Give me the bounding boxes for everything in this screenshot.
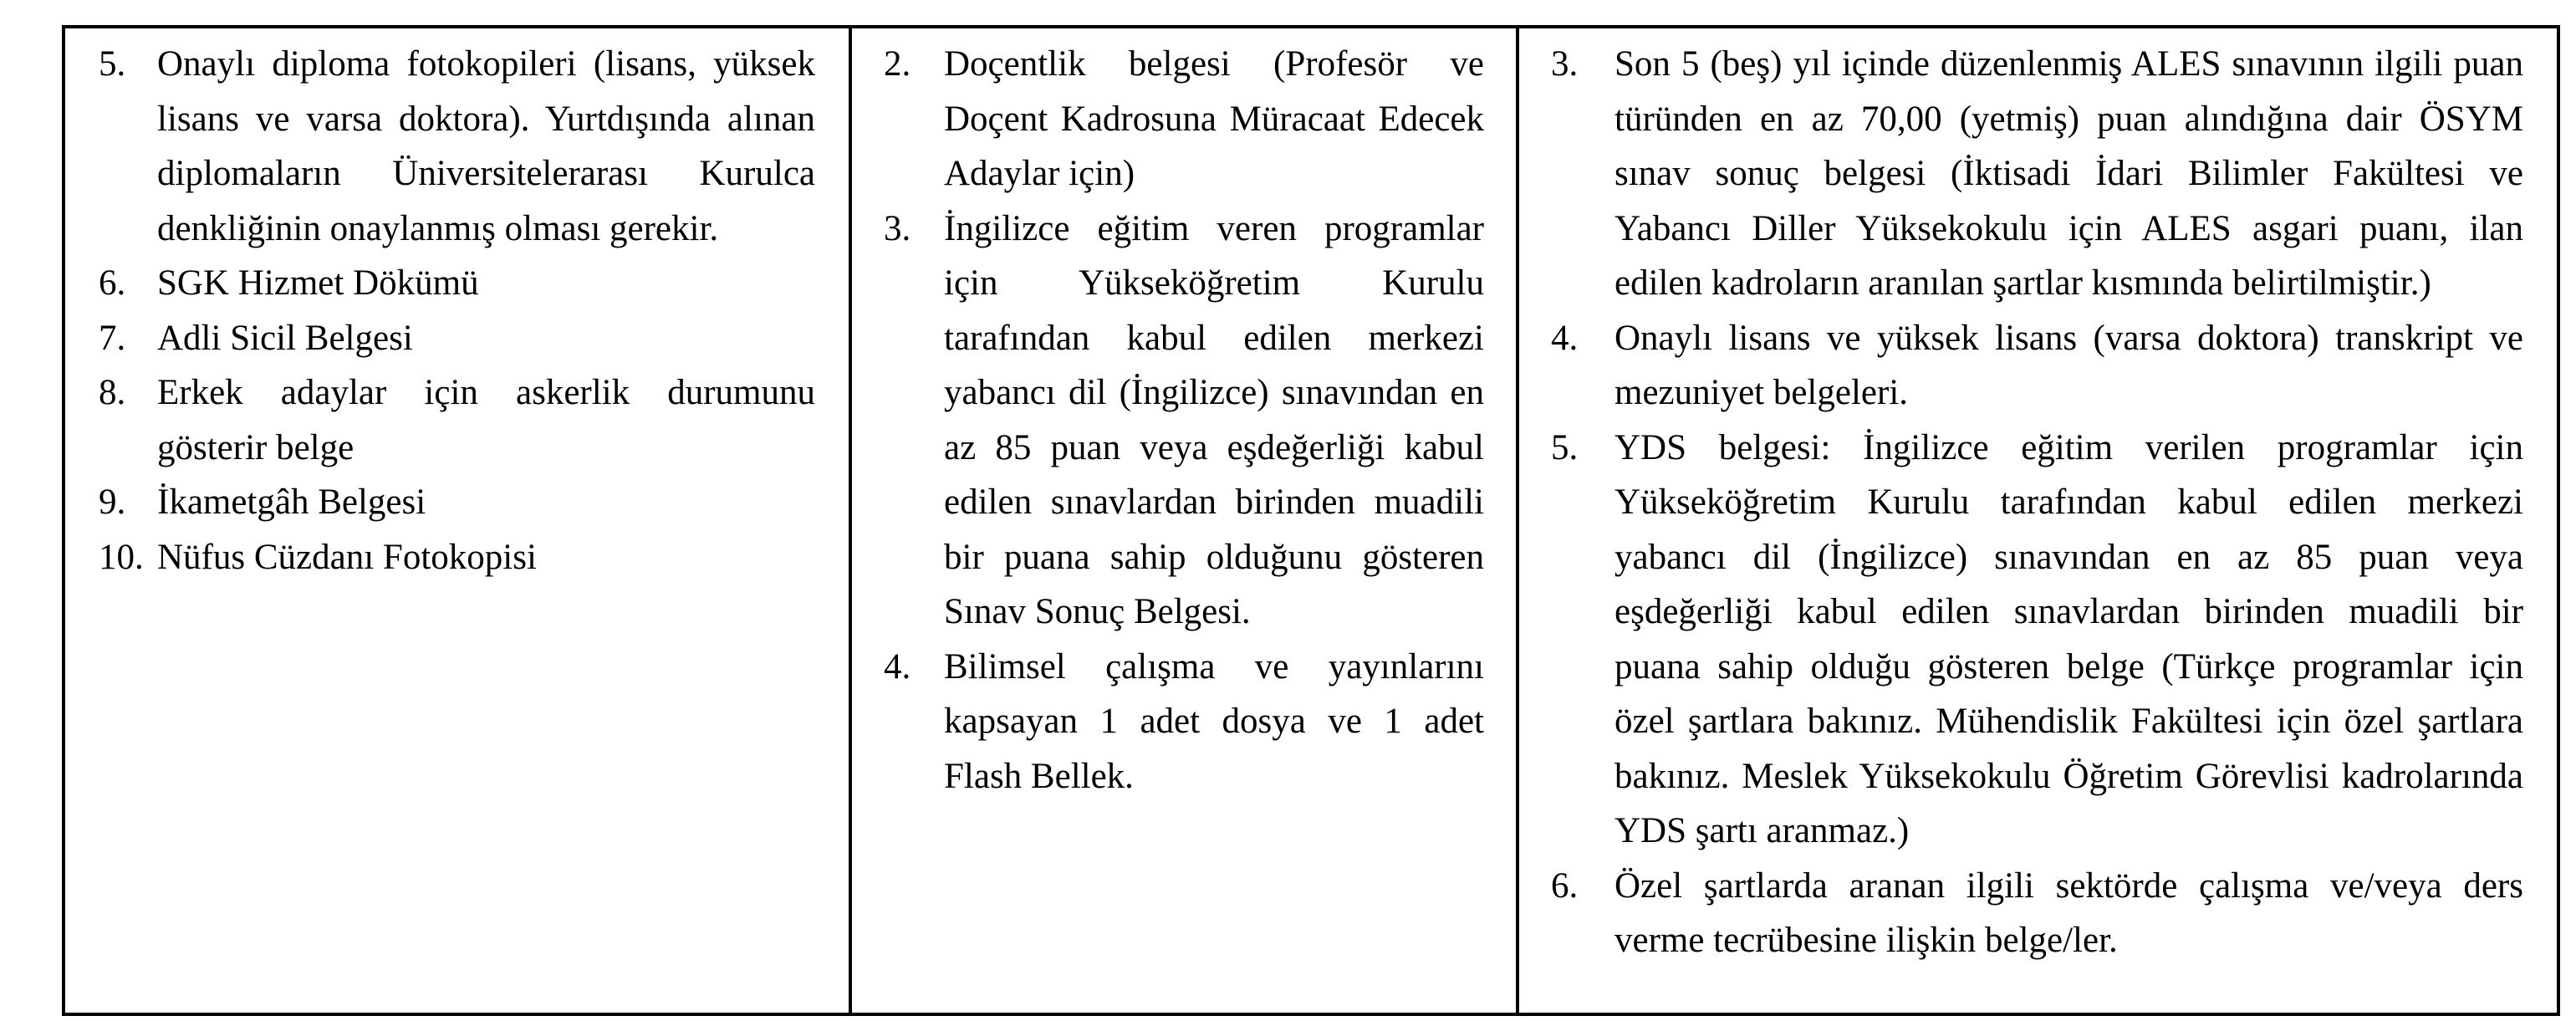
requirements-list — [1551, 37, 2523, 968]
item-text: İngilizce eğitim veren programlar için Yükseköğretim Kurulu tarafından kabul edilen merkezi yabancı dil (İngilizce) sınavından en az 85 puan veya eşdeğerliği kabul edilen sınavlardan birinden muadili bir puana sahip olduğunu gösteren Sınav Sonuç Belgesi. — [944, 208, 1484, 631]
requirements-table — [62, 25, 2560, 1016]
item-number: 6. — [1551, 865, 1579, 906]
list-item — [1551, 421, 2523, 859]
item-text: Özel şartlarda aranan ilgili sektörde çalışma ve/veya ders verme tecrübesine ilişkin belge/ler. — [1614, 865, 2523, 960]
item-text: YDS belgesi: İngilizce eğitim verilen programlar için Yükseköğretim Kurulu tarafından kabul edilen merkezi yabancı dil (İngilizce) sınavından en az 85 puan veya eşdeğerliği kabul edilen sınavlardan birinden muadili bir puana sahip olduğu gösteren belge (Türkçe programlar için özel şartlara bakınız. Mühendislik Fakültesi için özel şartlara bakınız. Meslek Yüksekokulu Öğretim Görevlisi kadrolarında YDS şartı aranmaz.) — [1614, 427, 2523, 850]
item-text: Son 5 (beş) yıl içinde düzenlenmiş ALES sınavının ilgili puan türünden en az 70,00 (yetmiş) puan alındığına dair ÖSYM sınav sonuç belgesi (İktisadi İdari Bilimler Fakültesi ve Yabancı Diller Yüksekokulu için ALES asgari puanı, ilan edilen kadroların aranılan şartlar kısmında belirtilmiştir.) — [1614, 44, 2523, 303]
item-text: Adli Sicil Belgesi — [157, 318, 413, 358]
item-number: 4. — [884, 646, 911, 687]
item-text: İkametgâh Belgesi — [157, 482, 426, 522]
item-number: 6. — [99, 263, 126, 303]
item-number: 3. — [1551, 44, 1579, 84]
list-item — [1551, 311, 2523, 421]
item-number: 3. — [884, 208, 911, 248]
item-text: Onaylı lisans ve yüksek lisans (varsa doktora) transkript ve mezuniyet belgeleri. — [1614, 318, 2523, 412]
list-item — [1551, 37, 2523, 311]
requirements-list — [99, 37, 815, 585]
list-item — [884, 202, 1484, 640]
list-item — [99, 530, 815, 585]
item-text: Onaylı diploma fotokopileri (lisans, yüksek lisans ve varsa doktora). Yurtdışında alınan diplomaların Üniversitelerarası Kurulca denkliğinin onaylanmış olması gerekir. — [157, 44, 815, 248]
item-number: 5. — [1551, 427, 1579, 467]
list-item — [884, 640, 1484, 804]
item-number: 5. — [99, 44, 126, 84]
item-text: SGK Hizmet Dökümü — [157, 263, 479, 303]
column-right — [1519, 28, 2557, 1013]
item-text: Doçentlik belgesi (Profesör ve Doçent Kadrosuna Müracaat Edecek Adaylar için) — [944, 44, 1484, 193]
list-item — [1551, 859, 2523, 968]
list-item — [99, 311, 815, 366]
item-text: Erkek adaylar için askerlik durumunu gösterir belge — [157, 373, 815, 467]
list-item — [99, 475, 815, 530]
requirements-list — [884, 37, 1484, 804]
column-middle — [852, 28, 1519, 1013]
item-number: 9. — [99, 482, 126, 522]
list-item — [884, 37, 1484, 202]
list-item — [99, 37, 815, 256]
item-number: 8. — [99, 373, 126, 412]
item-text: Nüfus Cüzdanı Fotokopisi — [157, 537, 537, 577]
item-number: 4. — [1551, 318, 1579, 358]
list-item — [99, 365, 815, 475]
item-text: Bilimsel çalışma ve yayınlarını kapsayan 1 adet dosya ve 1 adet Flash Bellek. — [944, 646, 1484, 796]
column-left — [65, 28, 852, 1013]
list-item — [99, 256, 815, 311]
item-number: 2. — [884, 44, 911, 84]
item-number: 7. — [99, 318, 126, 358]
item-number: 10. — [99, 537, 144, 577]
